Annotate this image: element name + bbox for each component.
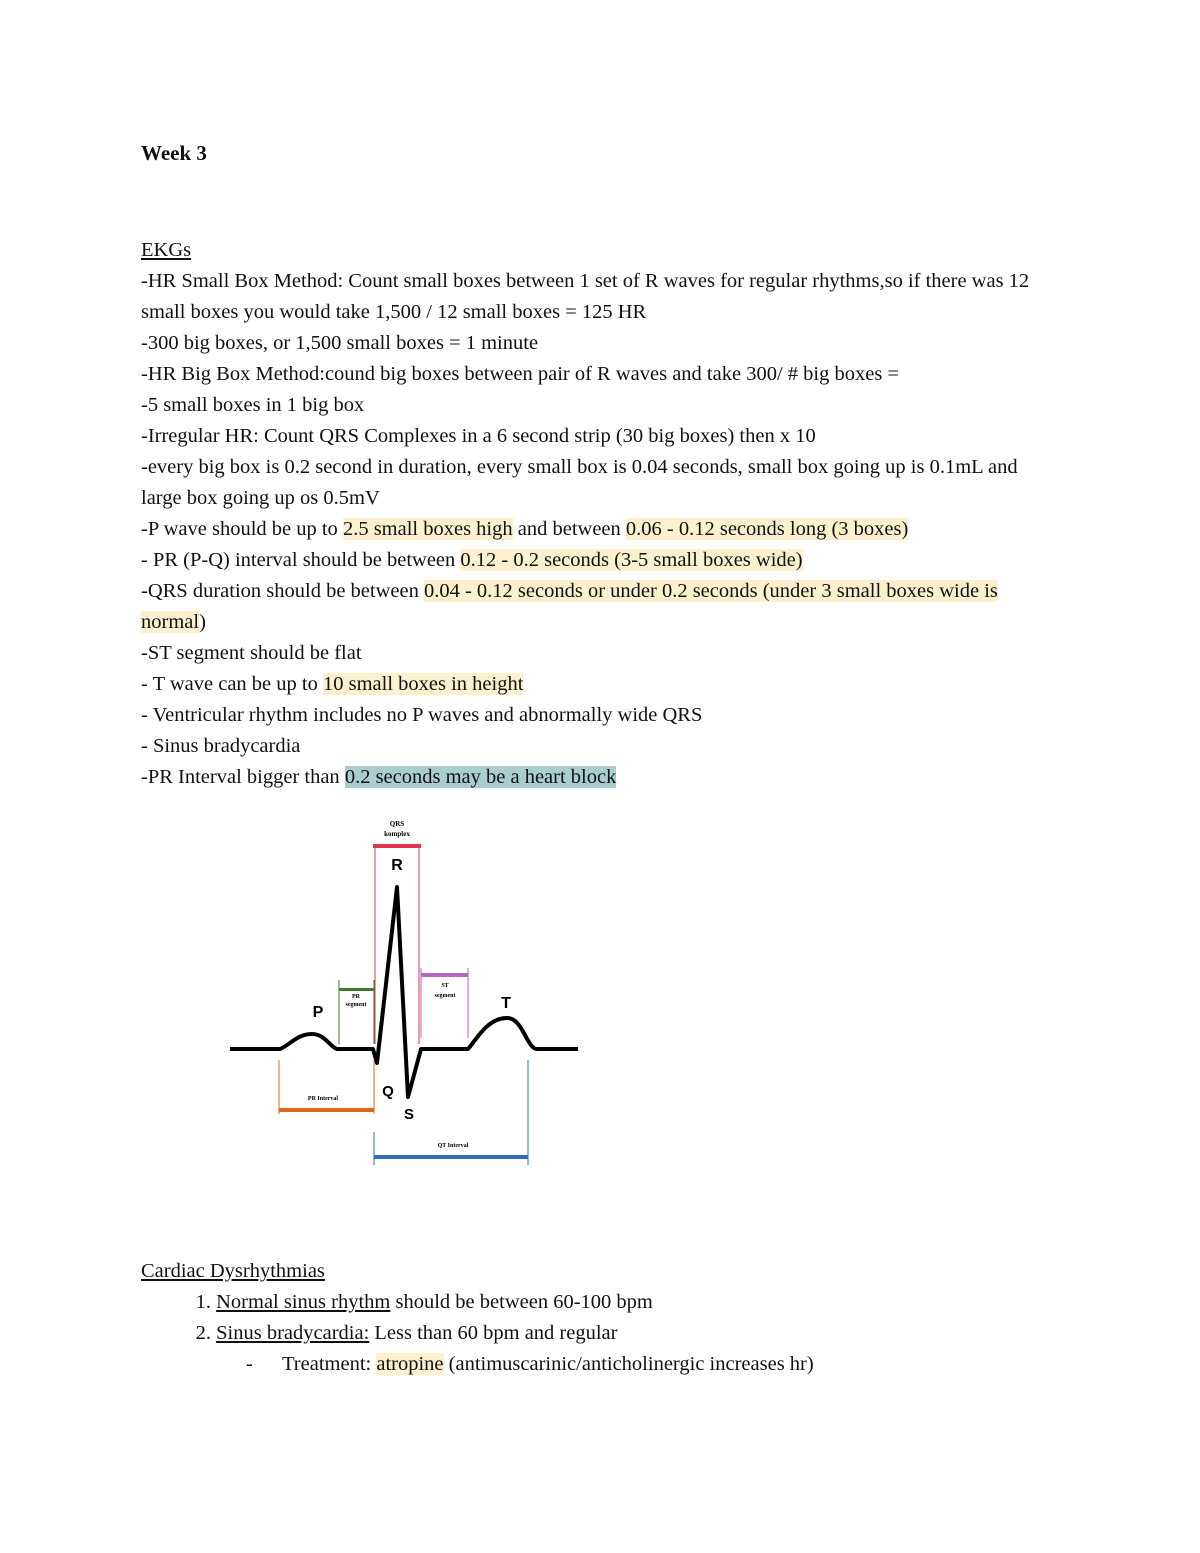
t-wave-label: T [501, 995, 511, 1012]
qt-interval-label: QT Interval [437, 1143, 469, 1149]
note-text: -Irregular HR: Count QRS Complexes in a 6 second strip (30 big boxes) then x 10 [141, 425, 816, 447]
qrs-label-2: komplex [384, 830, 410, 838]
ekg-note-line [141, 359, 1061, 390]
note-text: and between [512, 518, 626, 540]
ekg-note-line [141, 328, 1061, 359]
list-item [141, 1287, 1061, 1318]
ekg-note-line [141, 576, 1061, 638]
highlighted-text: 0.2 seconds may be a heart block [344, 766, 617, 788]
cardiac-section [141, 1256, 1061, 1380]
highlighted-text: 10 small boxes in height [322, 673, 524, 695]
ekg-note-line [141, 545, 1061, 576]
list-number: 1. [195, 1291, 211, 1313]
sub-list-item [141, 1349, 1061, 1380]
list-item-text [216, 1322, 617, 1344]
qrs-bar [373, 844, 421, 848]
note-text: -300 big boxes, or 1,500 small boxes = 1 minute [141, 332, 539, 354]
ekg-note-line [141, 390, 1061, 421]
pr-interval-label: PR Interval [307, 1096, 339, 1102]
page-title: Week 3 [141, 141, 207, 165]
atropine-highlight: atropine [376, 1353, 444, 1375]
ekg-waveform-diagram [225, 812, 585, 1172]
note-text: -5 small boxes in 1 big box [141, 394, 365, 416]
pr-segment-label: PR [352, 994, 360, 1000]
sub-list-item-text [282, 1349, 814, 1380]
note-text: -HR Big Box Method:cound big boxes between pair of R waves and take 300/ # big boxes = [141, 363, 899, 385]
note-text: - Sinus bradycardia [141, 735, 301, 757]
note-text: -HR Small Box Method: Count small boxes between 1 set of R waves for regular rhythms,so if there was 12 small boxes you would take 1,500 / 12 small boxes = 125 HR [141, 270, 1030, 323]
ekg-note-line [141, 731, 1061, 762]
note-text: -ST segment should be flat [141, 642, 362, 664]
ekg-note-line [141, 266, 1061, 328]
cardiac-heading: Cardiac Dysrhythmias [141, 1260, 325, 1282]
nsr-link[interactable]: Normal sinus rhythm [216, 1291, 391, 1313]
treatment-label: Treatment: [282, 1353, 377, 1375]
s-wave-label: S [403, 1106, 415, 1123]
pr-segment-bar [339, 988, 374, 991]
qrs-label: QRS [389, 820, 405, 828]
highlighted-text: 0.06 - 0.12 seconds long (3 boxes) [625, 518, 909, 540]
ekg-section [141, 235, 1061, 793]
p-wave-label: P [312, 1004, 324, 1021]
list-item [141, 1318, 1061, 1349]
ekg-note-line [141, 700, 1061, 731]
ekg-note-line [141, 452, 1061, 514]
note-text: ) [199, 611, 206, 633]
list-item-text [216, 1291, 653, 1313]
pr-interval-bar [279, 1108, 374, 1112]
ekg-note-line [141, 638, 1061, 669]
highlighted-text: 0.04 - 0.12 seconds or under 0.2 seconds (under 3 small boxes wide is normal [141, 580, 998, 633]
note-text: - Ventricular rhythm includes no P waves and abnormally wide QRS [141, 704, 703, 726]
sinus-brady-link[interactable]: Sinus bradycardia: [216, 1322, 370, 1344]
note-text: -PR Interval bigger than [141, 766, 345, 788]
list-item-rest: Less than 60 bpm and regular [369, 1322, 618, 1344]
ekg-note-line [141, 669, 1061, 700]
ekg-note-line [141, 514, 1061, 545]
list-number: 2. [195, 1322, 211, 1344]
note-text: - T wave can be up to [141, 673, 323, 695]
note-text: -QRS duration should be between [141, 580, 424, 602]
r-wave-label: R [391, 857, 403, 874]
ekg-note-line [141, 762, 1061, 793]
sub-bullet: - [246, 1353, 253, 1375]
treatment-detail: (antimuscarinic/anticholinergic increases hr) [443, 1353, 814, 1375]
ekg-note-line [141, 421, 1061, 452]
ekg-notes-list [141, 266, 1061, 793]
note-text: -P wave should be up to [141, 518, 343, 540]
note-text: -every big box is 0.2 second in duration, every small box is 0.04 seconds, small box going up is 0.1mL and large box going up os 0.5mV [141, 456, 1018, 509]
list-item-rest: should be between 60-100 bpm [390, 1291, 653, 1313]
ekg-heading: EKGs [141, 239, 192, 261]
highlighted-text: 0.12 - 0.2 seconds (3-5 small boxes wide) [460, 549, 803, 571]
pr-segment-label-2: segment [345, 1002, 367, 1008]
highlighted-text: 2.5 small boxes high [342, 518, 513, 540]
ekg-trace [230, 887, 578, 1097]
note-text: - PR (P-Q) interval should be between [141, 549, 461, 571]
q-wave-label: Q [382, 1083, 394, 1100]
qt-interval-bar [374, 1155, 528, 1159]
st-segment-label: ST [441, 983, 449, 989]
st-segment-bar [421, 973, 468, 977]
st-segment-label-2: segment [434, 993, 456, 999]
